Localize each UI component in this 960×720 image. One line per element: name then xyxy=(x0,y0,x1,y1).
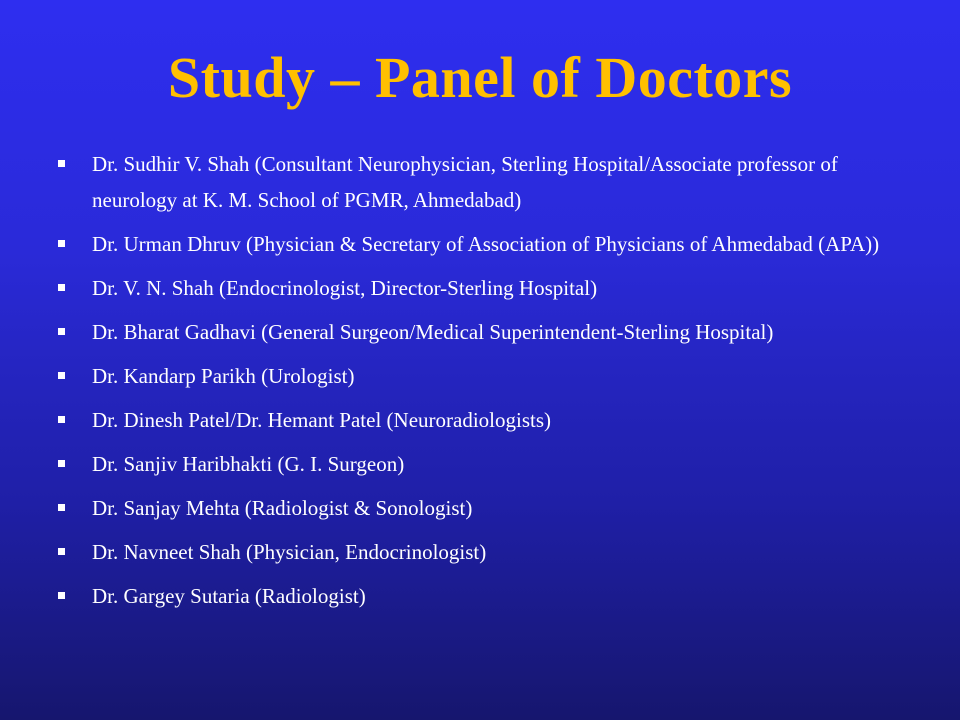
list-item xyxy=(56,270,916,306)
square-bullet-icon xyxy=(56,490,92,511)
list-item-text: Dr. Gargey Sutaria (Radiologist) xyxy=(92,584,366,608)
square-bullet-icon xyxy=(56,446,92,467)
slide-title: Study – Panel of Doctors xyxy=(167,45,793,110)
list-item-text: Dr. Navneet Shah (Physician, Endocrinologist) xyxy=(92,540,487,564)
square-bullet-icon xyxy=(56,270,92,291)
list-item-text: Dr. Dinesh Patel/Dr. Hemant Patel (Neuroradiologists) xyxy=(92,408,551,432)
list-item xyxy=(56,358,916,394)
list-item xyxy=(56,446,916,482)
list-item-text: Dr. Bharat Gadhavi (General Surgeon/Medical Superintendent-Sterling Hospital) xyxy=(92,320,774,344)
square-bullet-icon xyxy=(56,146,92,167)
list-item-text: Dr. V. N. Shah (Endocrinologist, Director-Sterling Hospital) xyxy=(92,276,598,300)
list-item xyxy=(56,534,916,570)
square-bullet-icon xyxy=(56,226,92,247)
list-item-text: Dr. Urman Dhruv (Physician & Secretary of Association of Physicians of Ahmedabad (APA)) xyxy=(92,232,880,256)
list-item xyxy=(56,578,916,614)
square-bullet-icon xyxy=(56,402,92,423)
list-item-text: Dr. Sanjay Mehta (Radiologist & Sonologist) xyxy=(92,496,473,520)
square-bullet-icon xyxy=(56,314,92,335)
list-item-text: Dr. Sanjiv Haribhakti (G. I. Surgeon) xyxy=(92,452,405,476)
list-item-text: Dr. Kandarp Parikh (Urologist) xyxy=(92,364,355,388)
list-item xyxy=(56,226,916,262)
doctor-list xyxy=(56,146,916,622)
list-item-text: Dr. Sudhir V. Shah (Consultant Neurophysician, Sterling Hospital/Associate professor of neurology at K. M. School of PGMR, Ahmedabad) xyxy=(92,152,838,212)
square-bullet-icon xyxy=(56,578,92,599)
list-item xyxy=(56,490,916,526)
list-item xyxy=(56,146,916,218)
list-item xyxy=(56,314,916,350)
square-bullet-icon xyxy=(56,534,92,555)
list-item xyxy=(56,402,916,438)
square-bullet-icon xyxy=(56,358,92,379)
